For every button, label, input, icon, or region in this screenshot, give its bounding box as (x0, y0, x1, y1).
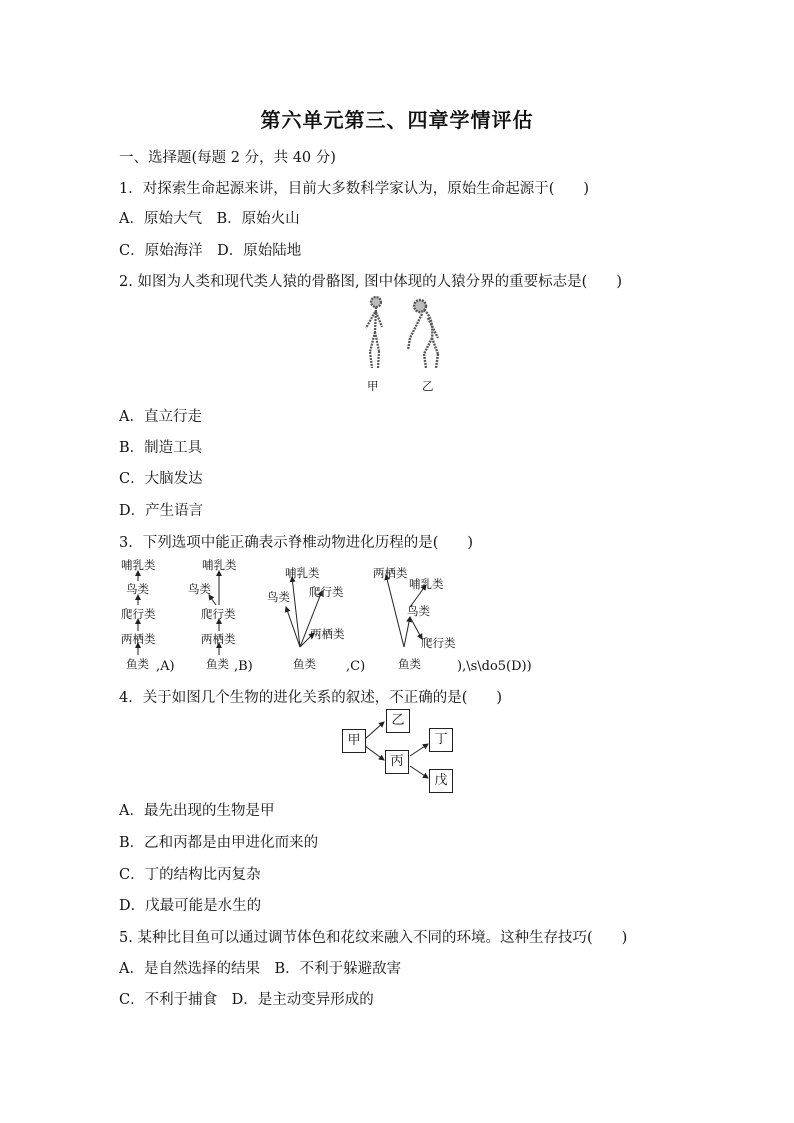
q2-option-b: B．制造工具 (119, 440, 203, 456)
q3a-mammal: 哺乳类 (121, 558, 156, 572)
q5-stem: 5. 某种比目鱼可以通过调节体色和花纹来融入不同的环境。这种生存技巧( ) (119, 930, 628, 946)
node-wu: 戊 (429, 769, 453, 793)
q3a-reptile: 爬行类 (121, 607, 156, 621)
q5-options-cd: C．不利于捕食 D．是主动变异形成的 (119, 992, 374, 1008)
q3c-amphibian: 两栖类 (310, 627, 345, 641)
q3d-tag: ),\s\do5(D)) (457, 659, 532, 674)
q3d-bird: 鸟类 (407, 604, 430, 618)
q4-option-c: C．丁的结构比丙复杂 (119, 867, 261, 883)
q3d-fish: 鱼类 (398, 657, 421, 671)
section-heading: 一、选择题(每题 2 分，共 40 分) (119, 150, 336, 166)
q5-options-ab: A．是自然选择的结果 B．不利于躲避敌害 (119, 961, 402, 977)
node-yi: 乙 (386, 709, 410, 733)
q3b-amphibian: 两栖类 (201, 632, 236, 646)
q3-diagrams-arrows (110, 555, 570, 675)
q2-stem: 2. 如图为人类和现代类人猿的骨骼图, 图中体现的人猿分界的重要标志是( ) (119, 274, 622, 290)
q3a-fish: 鱼类 (126, 657, 149, 671)
label-yi: 乙 (422, 379, 434, 393)
q3-stem: 3．下列选项中能正确表示脊椎动物进化历程的是( ) (119, 535, 474, 551)
q3b-fish: 鱼类 (206, 657, 229, 671)
q3c-fish: 鱼类 (293, 657, 316, 671)
q2-option-c: C．大脑发达 (119, 471, 203, 487)
node-ding: 丁 (429, 728, 453, 752)
q3d-amphibian: 两栖类 (373, 566, 408, 580)
q4-stem: 4．关于如图几个生物的进化关系的叙述，不正确的是( ) (119, 690, 503, 706)
q4-option-a: A．最先出现的生物是甲 (119, 803, 275, 819)
node-jia: 甲 (342, 729, 366, 753)
q1-options-cd: C．原始海洋 D．原始陆地 (119, 243, 302, 259)
ape-skeleton-image (408, 300, 438, 368)
q3a-bird: 鸟类 (126, 582, 149, 596)
q1-options-ab: A．原始大气 B．原始火山 (119, 211, 300, 227)
q2-option-d: D．产生语言 (119, 503, 204, 519)
q2-option-a: A．直立行走 (119, 409, 202, 425)
q3c-bird: 鸟类 (267, 590, 290, 604)
q3b-reptile: 爬行类 (201, 607, 236, 621)
q4-option-b: B．乙和丙都是由甲进化而来的 (119, 835, 319, 851)
q3a-amphibian: 两栖类 (121, 632, 156, 646)
q3d-reptile: 爬行类 (421, 636, 456, 650)
label-jia: 甲 (367, 379, 379, 393)
page-title: 第六单元第三、四章学情评估 (260, 108, 534, 132)
q3a-tag: ,A) (156, 659, 175, 674)
skeleton-figure (348, 294, 448, 374)
q4-option-d: D．戊最可能是水生的 (119, 898, 262, 914)
q1-stem: 1．对探索生命起源来讲，目前大多数科学家认为，原始生命起源于( ) (119, 181, 590, 197)
q3b-tag: ,B) (234, 659, 253, 674)
q3c-reptile: 爬行类 (309, 585, 344, 599)
node-bing: 丙 (385, 750, 409, 774)
q3d-mammal: 哺乳类 (409, 577, 444, 591)
human-skeleton-image (366, 297, 382, 368)
q3b-mammal: 哺乳类 (202, 558, 237, 572)
q3b-bird: 鸟类 (188, 582, 211, 596)
q3c-mammal: 哺乳类 (285, 566, 320, 580)
q3c-tag: ,C) (346, 659, 366, 674)
